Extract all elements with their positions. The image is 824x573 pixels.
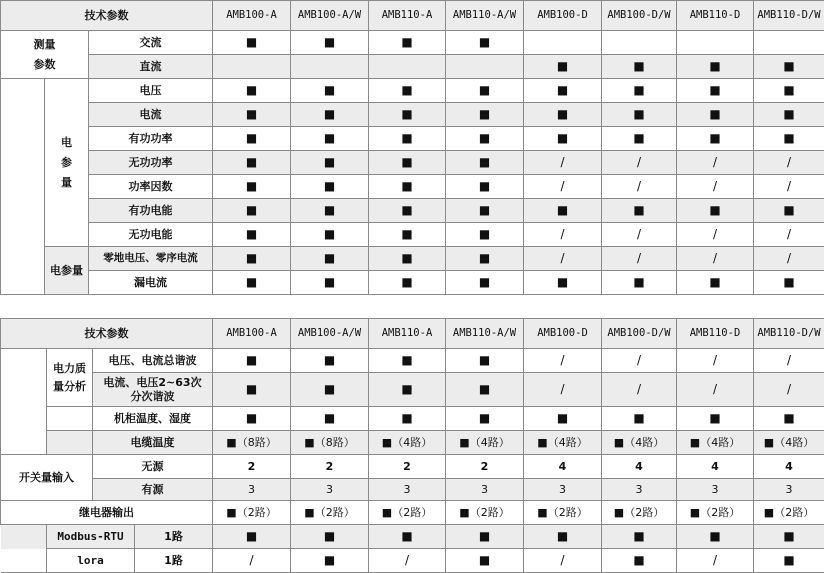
cell: ■ xyxy=(754,407,824,431)
model-header: AMB100-A/W xyxy=(291,1,369,31)
cell: ■ xyxy=(369,151,446,175)
model-header: AMB100-D/W xyxy=(602,1,677,31)
table-row xyxy=(1,79,824,103)
cell: ■（4路） xyxy=(369,431,446,455)
table-row xyxy=(1,199,824,223)
cell: ■ xyxy=(369,271,446,295)
cell: ■ xyxy=(446,349,524,373)
table-row xyxy=(1,247,824,271)
row-label: 无源 xyxy=(93,455,213,479)
cell: ■（8路） xyxy=(291,431,369,455)
cell: 2 xyxy=(213,455,291,479)
cell: 4 xyxy=(754,455,824,479)
row-label: 机柜温度、湿度 xyxy=(93,407,213,431)
cell: / xyxy=(677,373,754,407)
table-row xyxy=(1,479,824,501)
group-pq: 电力质 量分析 xyxy=(47,349,93,407)
row-label: 有功功率 xyxy=(89,127,213,151)
table-row xyxy=(1,407,824,431)
cell: ■ xyxy=(213,271,291,295)
row-label: 电压、电流总谐波 xyxy=(93,349,213,373)
cell xyxy=(602,31,677,55)
cell: ■ xyxy=(213,103,291,127)
cell: 3 xyxy=(602,479,677,501)
cell: ■ xyxy=(754,127,824,151)
cell: ■ xyxy=(524,271,602,295)
cell: ■ xyxy=(291,31,369,55)
cell: ■ xyxy=(602,103,677,127)
row-label: 交流 xyxy=(89,31,213,55)
cell: 3 xyxy=(677,479,754,501)
cell: 3 xyxy=(291,479,369,501)
row-label: 有源 xyxy=(93,479,213,501)
cell: ■ xyxy=(213,175,291,199)
cell: ■ xyxy=(369,407,446,431)
cell: ■ xyxy=(677,271,754,295)
table-row xyxy=(1,271,824,295)
row-label: 电流、电压2~63次 分次谐波 xyxy=(93,373,213,407)
cell: ■ xyxy=(369,223,446,247)
cell: ■ xyxy=(602,271,677,295)
model-header: AMB110-A xyxy=(369,1,446,31)
cell xyxy=(213,55,291,79)
group-elec: 电 参 量 xyxy=(45,79,89,247)
cell: 3 xyxy=(446,479,524,501)
cell: ■ xyxy=(754,525,824,549)
cell: ■ xyxy=(213,525,291,549)
blank-cell xyxy=(1,549,47,573)
cell: 4 xyxy=(677,455,754,479)
table1-header-row xyxy=(1,1,824,31)
table-row xyxy=(1,501,824,525)
cell: ■（4路） xyxy=(524,431,602,455)
cell: 3 xyxy=(524,479,602,501)
cell: / xyxy=(754,373,824,407)
cell: ■ xyxy=(754,199,824,223)
group-elec2: 电参量 xyxy=(45,247,89,295)
cell: ■ xyxy=(446,525,524,549)
cell: / xyxy=(524,223,602,247)
table2-header-row xyxy=(1,319,824,349)
cell: ■ xyxy=(291,407,369,431)
cell: / xyxy=(524,175,602,199)
cell: 4 xyxy=(524,455,602,479)
cell: / xyxy=(524,373,602,407)
cell: ■ xyxy=(524,525,602,549)
group-measure: 测量 参数 xyxy=(1,31,89,79)
blank-cell xyxy=(1,525,47,549)
blank-cell xyxy=(47,431,93,455)
cell: ■ xyxy=(446,103,524,127)
cell: ■ xyxy=(291,127,369,151)
table-row xyxy=(1,175,824,199)
cell: ■ xyxy=(291,349,369,373)
cell: ■ xyxy=(677,55,754,79)
cell xyxy=(291,55,369,79)
cell: ■ xyxy=(446,407,524,431)
cell: ■ xyxy=(446,549,524,573)
cell: ■ xyxy=(677,199,754,223)
row-label: lora xyxy=(47,549,135,573)
group-spacer xyxy=(1,349,47,455)
cell: / xyxy=(602,223,677,247)
cell: / xyxy=(677,349,754,373)
cell: ■ xyxy=(446,223,524,247)
cell: ■ xyxy=(446,271,524,295)
row-label: 漏电流 xyxy=(89,271,213,295)
cell: ■ xyxy=(291,103,369,127)
model-header: AMB100-D xyxy=(524,1,602,31)
cell: ■ xyxy=(291,549,369,573)
cell: ■ xyxy=(602,79,677,103)
model-header: AMB110-D xyxy=(677,319,754,349)
cell: ■ xyxy=(446,247,524,271)
cell: ■ xyxy=(524,127,602,151)
cell: ■ xyxy=(369,247,446,271)
cell: / xyxy=(677,151,754,175)
row-label: 电流 xyxy=(89,103,213,127)
cell: / xyxy=(602,151,677,175)
cell: ■（2路） xyxy=(213,501,291,525)
cell: ■ xyxy=(602,549,677,573)
cell: ■ xyxy=(291,151,369,175)
cell: ■ xyxy=(291,525,369,549)
cell: 2 xyxy=(291,455,369,479)
model-header: AMB110-A/W xyxy=(446,319,524,349)
cell: ■ xyxy=(369,79,446,103)
cell: ■（2路） xyxy=(754,501,824,525)
row-sub-label: 1路 xyxy=(135,525,213,549)
cell: ■ xyxy=(369,103,446,127)
table-row xyxy=(1,431,824,455)
cell: ■ xyxy=(369,31,446,55)
cell: / xyxy=(754,349,824,373)
row-label: 无功电能 xyxy=(89,223,213,247)
cell: ■（2路） xyxy=(369,501,446,525)
model-header: AMB110-D/W xyxy=(754,1,824,31)
cell: ■（4路） xyxy=(754,431,824,455)
cell: ■ xyxy=(369,175,446,199)
cell xyxy=(446,55,524,79)
cell: ■ xyxy=(754,549,824,573)
cell: / xyxy=(754,247,824,271)
row-label: 电压 xyxy=(89,79,213,103)
cell: ■ xyxy=(446,79,524,103)
cell: ■ xyxy=(602,407,677,431)
cell: ■ xyxy=(446,175,524,199)
cell xyxy=(754,31,824,55)
cell: ■ xyxy=(369,199,446,223)
group-spacer xyxy=(1,79,45,295)
cell: ■ xyxy=(524,407,602,431)
cell: / xyxy=(677,175,754,199)
table-row xyxy=(1,103,824,127)
model-header: AMB110-D/W xyxy=(754,319,824,349)
table-row xyxy=(1,525,824,549)
row-label: 继电器输出 xyxy=(1,501,213,525)
cell: / xyxy=(524,349,602,373)
cell: ■ xyxy=(369,373,446,407)
cell: ■ xyxy=(291,223,369,247)
cell: ■ xyxy=(369,349,446,373)
header-label: 技术参数 xyxy=(1,319,213,349)
cell xyxy=(369,55,446,79)
model-header: AMB100-A xyxy=(213,319,291,349)
cell: ■ xyxy=(291,79,369,103)
cell: ■ xyxy=(754,79,824,103)
cell xyxy=(677,31,754,55)
cell: ■ xyxy=(602,55,677,79)
cell: / xyxy=(754,223,824,247)
cell: ■ xyxy=(602,199,677,223)
table-row xyxy=(1,55,824,79)
model-header: AMB100-D/W xyxy=(602,319,677,349)
model-header: AMB100-A xyxy=(213,1,291,31)
table-row xyxy=(1,549,824,573)
cell: ■ xyxy=(213,407,291,431)
cell: ■ xyxy=(677,79,754,103)
cell: ■ xyxy=(446,127,524,151)
cell: ■ xyxy=(213,247,291,271)
row-label: 零地电压、零序电流 xyxy=(89,247,213,271)
cell: ■（4路） xyxy=(446,431,524,455)
cell: ■（2路） xyxy=(524,501,602,525)
cell: ■ xyxy=(213,199,291,223)
cell: ■（2路） xyxy=(602,501,677,525)
cell: ■ xyxy=(213,223,291,247)
cell: ■ xyxy=(677,525,754,549)
cell: ■ xyxy=(446,373,524,407)
cell: ■ xyxy=(524,55,602,79)
cell: 4 xyxy=(602,455,677,479)
cell: ■ xyxy=(291,373,369,407)
cell: ■（4路） xyxy=(602,431,677,455)
cell: ■ xyxy=(213,151,291,175)
cell: ■ xyxy=(213,349,291,373)
model-header: AMB110-A/W xyxy=(446,1,524,31)
row-sub-label: 1路 xyxy=(135,549,213,573)
header-label: 技术参数 xyxy=(1,1,213,31)
cell: ■ xyxy=(291,199,369,223)
cell: / xyxy=(602,373,677,407)
model-header: AMB100-A/W xyxy=(291,319,369,349)
table-row xyxy=(1,349,824,373)
cell: ■（4路） xyxy=(677,431,754,455)
cell: ■ xyxy=(524,199,602,223)
blank-cell xyxy=(47,407,93,431)
cell: ■ xyxy=(446,151,524,175)
cell: ■ xyxy=(291,175,369,199)
cell: / xyxy=(602,175,677,199)
cell: ■ xyxy=(602,127,677,151)
cell: ■ xyxy=(677,103,754,127)
cell: ■ xyxy=(602,525,677,549)
cell: ■ xyxy=(754,103,824,127)
table-row xyxy=(1,455,824,479)
cell: / xyxy=(754,151,824,175)
cell: / xyxy=(677,223,754,247)
cell: 3 xyxy=(754,479,824,501)
cell: / xyxy=(369,549,446,573)
cell: 3 xyxy=(369,479,446,501)
cell xyxy=(524,31,602,55)
row-label: 功率因数 xyxy=(89,175,213,199)
model-header: AMB110-D xyxy=(677,1,754,31)
row-label: 有功电能 xyxy=(89,199,213,223)
cell: ■ xyxy=(369,525,446,549)
row-label: 无功功率 xyxy=(89,151,213,175)
cell: 2 xyxy=(446,455,524,479)
row-label: 直流 xyxy=(89,55,213,79)
group-switch: 开关量输入 xyxy=(1,455,93,501)
cell: ■ xyxy=(291,247,369,271)
cell: ■ xyxy=(446,31,524,55)
cell: / xyxy=(524,247,602,271)
cell: / xyxy=(602,247,677,271)
row-label: Modbus-RTU xyxy=(47,525,135,549)
table-row xyxy=(1,373,824,407)
cell: 2 xyxy=(369,455,446,479)
cell: ■ xyxy=(446,199,524,223)
cell: / xyxy=(213,549,291,573)
cell: ■ xyxy=(677,407,754,431)
cell: ■ xyxy=(213,127,291,151)
cell: ■ xyxy=(213,373,291,407)
cell: ■ xyxy=(524,103,602,127)
table-row xyxy=(1,151,824,175)
cell: / xyxy=(524,151,602,175)
cell: ■ xyxy=(291,271,369,295)
table-row xyxy=(1,127,824,151)
cell: ■ xyxy=(213,79,291,103)
model-header: AMB110-A xyxy=(369,319,446,349)
cell: ■（2路） xyxy=(677,501,754,525)
table-row xyxy=(1,31,824,55)
cell: ■ xyxy=(754,271,824,295)
cell: 3 xyxy=(213,479,291,501)
cell: ■ xyxy=(213,31,291,55)
cell: / xyxy=(677,247,754,271)
cell: ■（8路） xyxy=(213,431,291,455)
cell: ■ xyxy=(754,55,824,79)
cell: / xyxy=(602,349,677,373)
cell: / xyxy=(754,175,824,199)
cell: ■（2路） xyxy=(446,501,524,525)
cell: ■ xyxy=(524,79,602,103)
row-label: 电缆温度 xyxy=(93,431,213,455)
table-row xyxy=(1,223,824,247)
cell: / xyxy=(524,549,602,573)
cell: ■ xyxy=(677,127,754,151)
cell: ■ xyxy=(369,127,446,151)
cell: / xyxy=(677,549,754,573)
model-header: AMB100-D xyxy=(524,319,602,349)
cell: ■（2路） xyxy=(291,501,369,525)
spec-table-2 xyxy=(0,318,824,573)
